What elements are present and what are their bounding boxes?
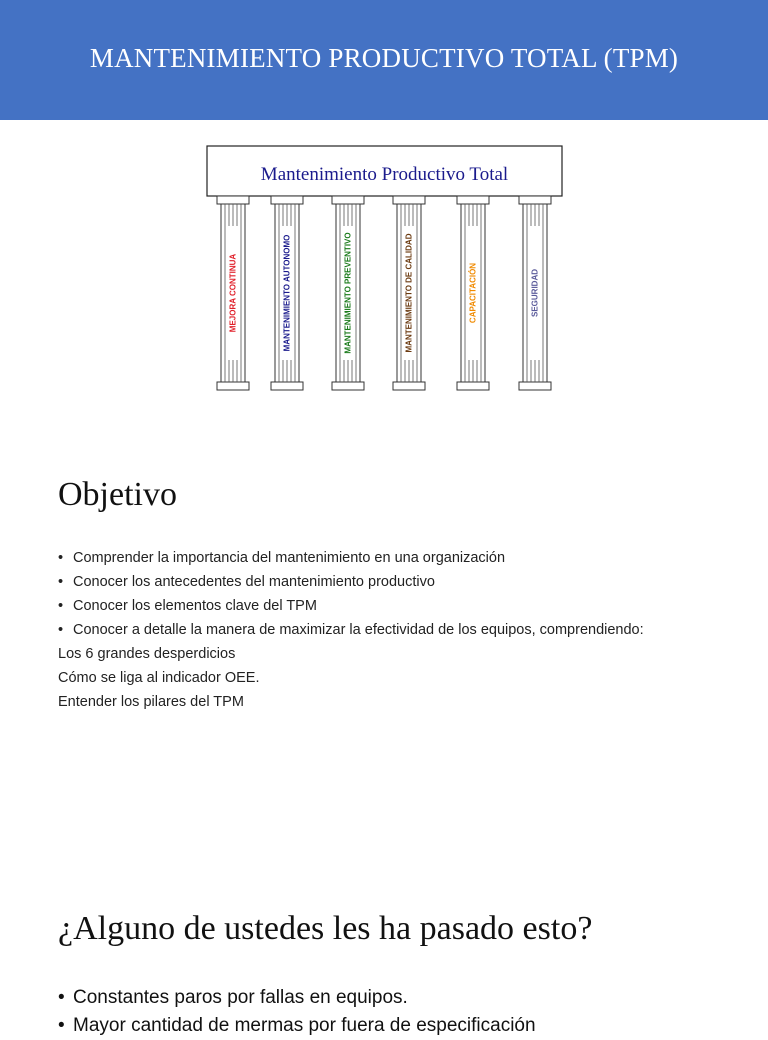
pillar-label: MANTENIMIENTO AUTONOMO — [282, 234, 292, 352]
pillars-group — [217, 196, 551, 390]
objetivo-subitem: Cómo se liga al indicador OEE. — [58, 670, 260, 686]
question-heading: ¿Alguno de ustedes les ha pasado esto? — [58, 910, 593, 947]
pillar-capital — [217, 196, 249, 204]
pillar-capital — [393, 196, 425, 204]
objetivo-item: • Comprender la importancia del mantenimiento en una organización — [58, 546, 644, 570]
pillar — [332, 196, 364, 390]
pillar-label: CAPACITACIÓN — [468, 262, 478, 324]
pillar-label: SEGURIDAD — [530, 268, 540, 318]
pillar-base — [217, 382, 249, 390]
question-list — [58, 984, 536, 1040]
pillar-base — [519, 382, 551, 390]
pillar-label: MEJORA CONTINUA — [228, 253, 238, 333]
title-banner — [0, 0, 768, 120]
question-item: • Constantes paros por fallas en equipos. — [58, 984, 536, 1012]
pillar-base — [393, 382, 425, 390]
pillar-capital — [519, 196, 551, 204]
pillar-base — [271, 382, 303, 390]
pillar-base — [457, 382, 489, 390]
page-title: MANTENIMIENTO PRODUCTIVO TOTAL (TPM) — [89, 42, 679, 73]
pillar-label: MANTENIMIENTO PREVENTIVO — [343, 232, 353, 354]
objetivo-list — [58, 546, 644, 714]
objetivo-subitem: Entender los pilares del TPM — [58, 694, 244, 710]
objetivo-subitem: Los 6 grandes desperdicios — [58, 646, 236, 662]
pillar-capital — [457, 196, 489, 204]
objetivo-heading: Objetivo — [58, 476, 177, 513]
pillar-capital — [271, 196, 303, 204]
pillar — [393, 196, 425, 390]
question-item: • Mayor cantidad de mermas por fuera de especificación — [58, 1012, 536, 1040]
pillar-capital — [332, 196, 364, 204]
pillar — [519, 196, 551, 390]
roof-label: Mantenimiento Productivo Total — [260, 164, 509, 185]
pillar — [217, 196, 249, 390]
objetivo-item: • Conocer a detalle la manera de maximizar la efectividad de los equipos, comprendiendo: — [58, 618, 644, 642]
pillar — [457, 196, 489, 390]
tpm-temple-diagram — [0, 140, 768, 400]
pillar — [271, 196, 303, 390]
objetivo-item: • Conocer los elementos clave del TPM — [58, 594, 644, 618]
objetivo-item: • Conocer los antecedentes del mantenimiento productivo — [58, 570, 644, 594]
pillar-base — [332, 382, 364, 390]
pillar-label: MANTENIMIENTO DE CALIDAD — [404, 233, 414, 353]
